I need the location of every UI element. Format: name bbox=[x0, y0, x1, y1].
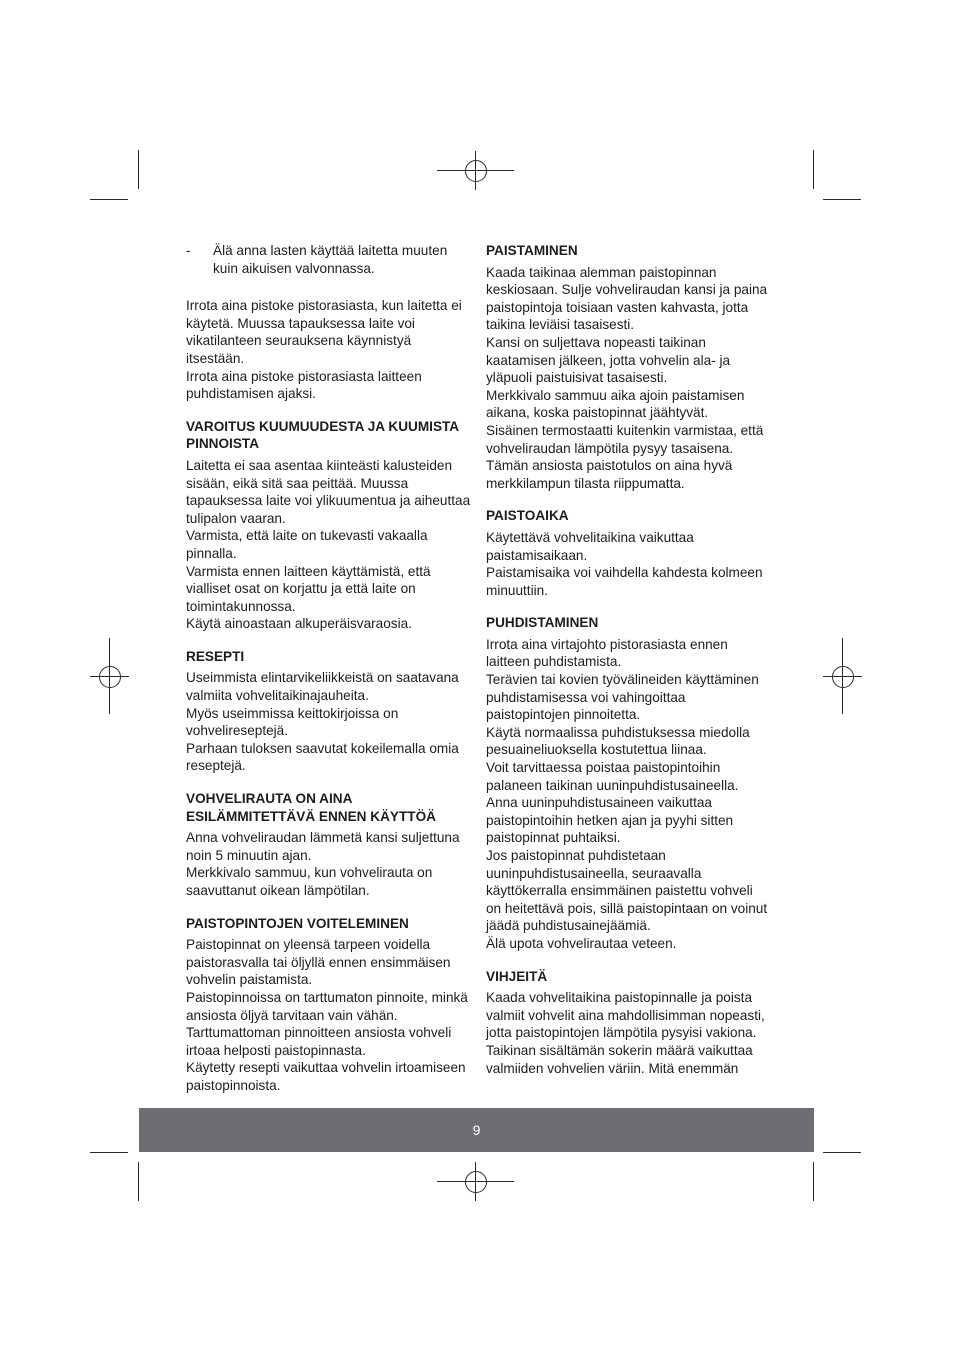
left-column bbox=[186, 242, 471, 1110]
paragraph: Kansi on suljettava nopeasti taikinan kaatamisen jälkeen, jotta vohvelin ala- ja yläpuoli paistuisivat tasaisesti. bbox=[486, 334, 731, 386]
paragraph: Käytettävä vohvelitaikina vaikuttaa paistamisaikaan. bbox=[486, 529, 694, 563]
paragraph: Terävien tai kovien työvälineiden käyttäminen puhdistamisessa voi vahingoittaa paistopintojen pinnoitetta. bbox=[486, 672, 759, 723]
bullet-text: Älä anna lasten käyttää laitetta muuten kuin aikuisen valvonnassa. bbox=[213, 243, 448, 276]
section-heading: VAROITUS KUUMUUDESTA JA KUUMISTA PINNOISTA bbox=[186, 418, 459, 452]
paragraph: Varmista, että laite on tukevasti vakaalla pinnalla. bbox=[186, 528, 428, 561]
paragraph: Irrota aina pistoke pistorasiasta, kun laitetta ei käytetä. Muussa tapauksessa laite voi vikatilanteen seurauksena käynnistyä itsestään. bbox=[186, 298, 462, 366]
paragraph: Käytä ainoastaan alkuperäisvaraosia. bbox=[186, 616, 412, 632]
crop-mark bbox=[813, 150, 814, 189]
page-number: 9 bbox=[472, 1122, 481, 1138]
crop-mark bbox=[90, 199, 128, 200]
warning-bullet bbox=[186, 242, 471, 277]
paragraph: Parhaan tuloksen saavutat kokeilemalla omia reseptejä. bbox=[186, 740, 459, 774]
paragraph: Merkkivalo sammuu aika ajoin paistamisen aikana, koska paistopinnat jäähtyvät. bbox=[486, 387, 745, 421]
section-heading: VIHJEITÄ bbox=[486, 968, 548, 984]
section-cleaning bbox=[486, 614, 771, 952]
section-recipe bbox=[186, 648, 471, 775]
right-column bbox=[486, 242, 771, 1092]
section-tips bbox=[486, 968, 771, 1078]
section-heading: RESEPTI bbox=[186, 648, 245, 664]
section-greasing bbox=[186, 915, 471, 1095]
paragraph: Paistopinnoissa on tarttumaton pinnoite, minkä ansiosta öljyä tarvitaan vain vähän. bbox=[186, 989, 468, 1023]
paragraph: Käytä normaalissa puhdistuksessa miedolla pesuaineliuoksella kostutettua liinaa. bbox=[486, 724, 750, 758]
paragraph: Taikinan sisältämän sokerin määrä vaikuttaa valmiiden vohvelien väriin. Mitä enemmän bbox=[486, 1042, 753, 1076]
section-heading: PAISTOPINTOJEN VOITELEMINEN bbox=[186, 915, 409, 931]
section-heading: PAISTOAIKA bbox=[486, 508, 569, 524]
paragraph: Käytetty resepti vaikuttaa vohvelin irtoamiseen paistopinnoista. bbox=[186, 1060, 466, 1093]
crop-mark bbox=[823, 1152, 861, 1153]
crop-mark bbox=[813, 1162, 814, 1201]
paragraph: Voit tarvittaessa poistaa paistopintoihin palaneen taikinan uuninpuhdistusaineella. bbox=[486, 760, 739, 793]
paragraph: Laitetta ei saa asentaa kiinteästi kalusteiden sisään, eikä sitä saa peittää. Muussa tapauksessa laite voi ylikuumentua ja aiheuttaa tulipalon vaaran. bbox=[186, 457, 471, 526]
section-baking-time bbox=[486, 507, 771, 599]
paragraph: Anna uuninpuhdistusaineen vaikuttaa paistopintoihin hetken ajan ja pyyhi sitten paistopinnat puhtaiksi. bbox=[486, 795, 734, 846]
section-heading: PAISTAMINEN bbox=[486, 243, 578, 258]
paragraph: Paistopinnat on yleensä tarpeen voidella paistorasvalla tai öljyllä ennen ensimmäisen vohvelin paistamista. bbox=[186, 937, 451, 988]
paragraph: Useimmista elintarvikeliikkeistä on saatavana valmiita vohvelitaikinajauheita. bbox=[186, 670, 459, 704]
paragraph: Jos paistopinnat puhdistetaan uuninpuhdistusaineella, seuraavalla käyttökerralla ensimmäinen paistettu vohveli on heitettävä pois, sillä paistopintaan on voinut jäädä puhdistusainejäämiä. bbox=[486, 848, 768, 934]
crop-mark bbox=[138, 1162, 139, 1201]
paragraph: Älä upota vohvelirautaa veteen. bbox=[486, 935, 677, 951]
paragraph: Kaada vohvelitaikina paistopinnalle ja poista valmiit vohvelit aina mahdollisimman nopeasti, jotta paistopintojen lämpötila pysyisi vakiona. bbox=[486, 990, 765, 1041]
intro-text bbox=[186, 297, 471, 403]
bullet-dash: - bbox=[186, 243, 191, 258]
paragraph: Kaada taikinaa alemman paistopinnan keskiosaan. Sulje vohveliraudan kansi ja paina paistopintoja toisiaan vasten kahvasta, jotta taikina leviäisi tasaisesti. bbox=[486, 264, 768, 333]
crop-mark bbox=[823, 199, 861, 200]
paragraph: Merkkivalo sammuu, kun vohvelirauta on saavuttanut oikean lämpötilan. bbox=[186, 865, 433, 898]
section-heading: PUHDISTAMINEN bbox=[486, 615, 599, 631]
section-preheat bbox=[186, 790, 471, 900]
paragraph: Myös useimmissa keittokirjoissa on vohvelireseptejä. bbox=[186, 705, 399, 739]
paragraph: Anna vohveliraudan lämmetä kansi suljettuna noin 5 minuutin ajan. bbox=[186, 830, 460, 863]
section-heat-warning bbox=[186, 418, 471, 633]
section-baking bbox=[486, 242, 771, 492]
footer-bar bbox=[139, 1108, 814, 1152]
crop-mark bbox=[138, 150, 139, 189]
paragraph: Sisäinen termostaatti kuitenkin varmistaa, että vohveliraudan lämpötila pysyy tasaisena. Tämän ansiosta paistotulos on aina hyvä merkkilampun tilasta riippumatta. bbox=[486, 422, 764, 491]
paragraph: Varmista ennen laitteen käyttämistä, että vialliset osat on korjattu ja että laite on toimintakunnossa. bbox=[186, 563, 431, 614]
paragraph: Paistamisaika voi vaihdella kahdesta kolmeen minuuttiin. bbox=[486, 565, 763, 598]
section-heading: VOHVELIRAUTA ON AINA ESILÄMMITETTÄVÄ ENNEN KÄYTTÖÄ bbox=[186, 791, 436, 824]
crop-mark bbox=[90, 1152, 128, 1153]
paragraph: Irrota aina pistoke pistorasiasta laitteen puhdistamisen ajaksi. bbox=[186, 368, 422, 402]
paragraph: Irrota aina virtajohto pistorasiasta ennen laitteen puhdistamista. bbox=[486, 636, 728, 670]
paragraph: Tarttumattoman pinnoitteen ansiosta vohveli irtoaa helposti paistopinnasta. bbox=[186, 1025, 452, 1058]
